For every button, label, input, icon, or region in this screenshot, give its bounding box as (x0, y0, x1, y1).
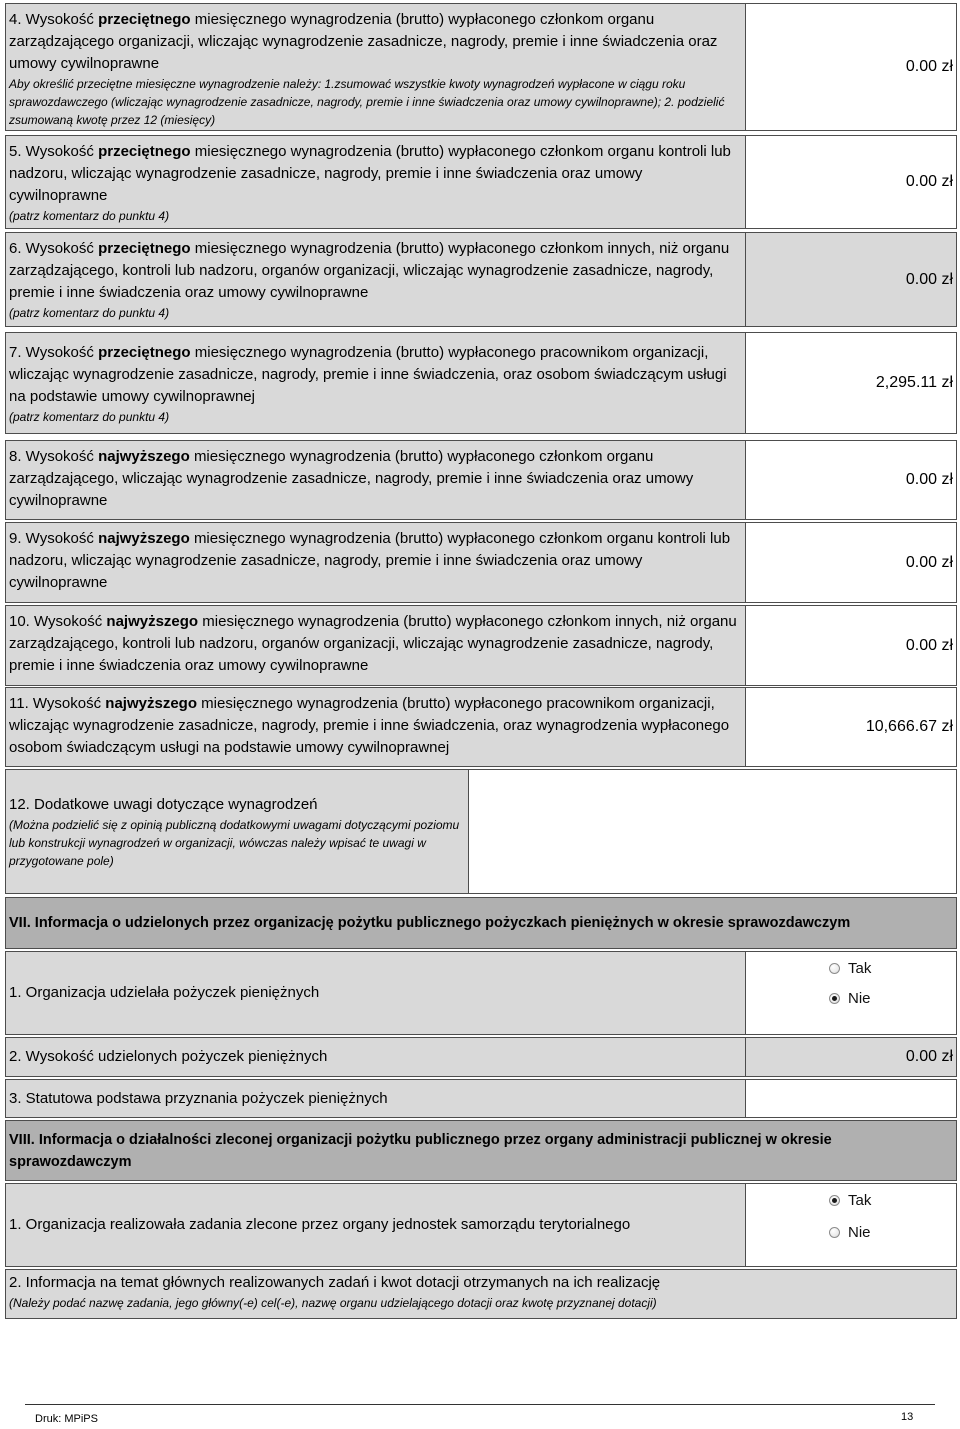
loans-granted-radio-group (745, 951, 957, 1035)
radio-button-icon[interactable] (829, 993, 840, 1004)
page-number: 13 (901, 1411, 914, 1423)
salary-row-8 (5, 440, 957, 520)
salary-row-text (9, 446, 741, 512)
item-description: miesięcznego wynagrodzenia (brutto) wypłaconego pracownikom organizacji, wliczając wynagrodzenie zasadnicze, nagrody, premie i inne świadczenia, oraz osobom świadczącym usługi na podstawie umowy cywilnoprawnej (9, 344, 727, 405)
loans-statutory-basis-label-cell (5, 1079, 746, 1118)
salary-row-10 (5, 605, 957, 686)
amount-field[interactable]: 0.00 zł (745, 3, 957, 131)
section-vii-header-cell (5, 897, 957, 949)
item-prefix: 9. Wysokość (9, 530, 94, 547)
amount-field[interactable]: 2,295.11 zł (745, 332, 957, 434)
loans-granted-label: 1. Organizacja udzielała pożyczek pieniężnych (9, 984, 320, 1001)
salary-row-label-cell (5, 332, 746, 434)
item-emphasis: najwyższego (105, 695, 197, 712)
radio-label[interactable]: Nie (848, 989, 871, 1007)
section-viii-title: VIII. Informacja o działalności zleconej organizacji pożytku publicznego przez organy administracji publicznej w okresie sprawozdawczym (9, 1131, 832, 1170)
item-prefix: 10. Wysokość (9, 613, 103, 630)
salary-row-9 (5, 522, 957, 603)
item-emphasis: przeciętnego (98, 11, 191, 28)
salary-row-label-cell (5, 605, 746, 686)
item-description: miesięcznego wynagrodzenia (brutto) wypłaconego członkom organu zarządzającego, wliczając wynagrodzenie zasadnicze, nagrody, premie i inne świadczenia oraz umowy cywilnoprawne (9, 448, 694, 509)
section-vii-title: VII. Informacja o udzielonych przez organizację pożytku publicznego pożyczkach pieniężnych w okresie sprawozdawczym (9, 915, 851, 931)
salary-row-text (9, 9, 741, 75)
salary-row-text (9, 141, 741, 207)
loans-granted-row (5, 951, 957, 1035)
amount-field[interactable]: 0.00 zł (745, 440, 957, 520)
amount-field[interactable]: 0.00 zł (745, 522, 957, 603)
radio-button-icon[interactable] (829, 1195, 840, 1206)
item-prefix: 6. Wysokość (9, 240, 94, 257)
item-note: Aby określić przeciętne miesięczne wynagrodzenie należy: 1.zsumować wszystkie kwoty wynagrodzeń wypłacone w ciągu roku sprawozdawczego (wliczając wynagrodzenie zasadnicze, nagrody, premie i inne świadczenia oraz umowy cywilnoprawne); 2. podzielić zsumowaną kwotę przez 12 (miesięcy) (9, 77, 725, 127)
commissioned-tasks-label: 1. Organizacja realizowała zadania zlecone przez organy jednostek samorządu terytorialnego (9, 1216, 631, 1233)
remarks-textarea[interactable] (468, 769, 957, 894)
salary-row-text (9, 693, 741, 759)
salary-row-6 (5, 232, 957, 327)
item-prefix: 11. Wysokość (9, 695, 102, 712)
remarks-row (5, 769, 957, 894)
item-prefix: 8. Wysokość (9, 448, 94, 465)
commissioned-tasks-radio-group (745, 1183, 957, 1267)
item-note: (patrz komentarz do punktu 4) (9, 209, 170, 223)
commissioned-tasks-row (5, 1183, 957, 1267)
item-note: (patrz komentarz do punktu 4) (9, 410, 170, 424)
section-vii-header (5, 897, 957, 949)
salary-row-5 (5, 135, 957, 229)
item-emphasis: przeciętnego (98, 344, 191, 361)
radio-button-icon[interactable] (829, 963, 840, 974)
section-viii-header (5, 1120, 957, 1181)
loans-amount-label-cell (5, 1037, 746, 1077)
loans-statutory-basis-field[interactable] (745, 1079, 957, 1118)
footer-print-label: Druk: MPiPS (35, 1413, 98, 1425)
loans-granted-label-cell (5, 951, 746, 1035)
item-prefix: 5. Wysokość (9, 143, 94, 160)
salary-row-4 (5, 3, 957, 131)
remarks-label: 12. Dodatkowe uwagi dotyczące wynagrodzeń (9, 795, 318, 813)
remarks-note: (Można podzielić się z opinią publiczną dodatkowymi uwagami dotyczącymi poziomu lub konstrukcji wynagrodzeń w organizacji, wówczas należy wpisać te uwagi w przygotowane pole) (9, 817, 460, 868)
radio-option-nie[interactable] (829, 990, 871, 1006)
section-viii-header-cell (5, 1120, 957, 1181)
loans-amount-field[interactable]: 0.00 zł (745, 1037, 957, 1077)
amount-field[interactable]: 0.00 zł (745, 135, 957, 229)
item-emphasis: przeciętnego (98, 143, 191, 160)
grants-info-row (5, 1269, 957, 1319)
item-note: (patrz komentarz do punktu 4) (9, 306, 170, 320)
salary-row-label-cell (5, 440, 746, 520)
grants-info-label: 2. Informacja na temat głównych realizowanych zadań i kwot dotacji otrzymanych na ich realizację (9, 1274, 661, 1291)
item-description: miesięcznego wynagrodzenia (brutto) wypłaconego członkom organu kontroli lub nadzoru, wliczając wynagrodzenie zasadnicze, nagrody, premie i inne świadczenia oraz umowy cywilnoprawne (9, 530, 731, 591)
salary-row-text (9, 528, 741, 594)
salary-row-11 (5, 687, 957, 767)
item-emphasis: najwyższego (106, 613, 199, 630)
salary-row-label-cell (5, 687, 746, 767)
radio-label[interactable]: Tak (848, 959, 872, 977)
radio-option-nie[interactable] (829, 1224, 871, 1240)
salary-row-label-cell (5, 135, 746, 229)
item-emphasis: przeciętnego (98, 240, 191, 257)
radio-button-icon[interactable] (829, 1227, 840, 1238)
salary-row-label-cell (5, 3, 746, 131)
item-prefix: 4. Wysokość (9, 11, 94, 28)
footer-divider (25, 1404, 935, 1405)
radio-option-tak[interactable] (829, 960, 871, 976)
salary-row-label-cell (5, 232, 746, 327)
item-description: miesięcznego wynagrodzenia (brutto) wypłaconego pracownikom organizacji, wliczając wynagrodzenie zasadnicze, nagrody, premie i inne świadczenia, oraz wynagrodzenia wypłaconego osobom świadczącym usługi na podstawie umowy cywilnoprawnej (9, 695, 730, 756)
salary-row-text (9, 238, 741, 304)
grants-info-note: (Należy podać nazwę zadania, jego główny(-e) cel(-e), nazwę organu udzielającego dotacji oraz kwotę przyznanej dotacji) (9, 1296, 657, 1310)
commissioned-tasks-label-cell (5, 1183, 746, 1267)
loans-statutory-basis-row (5, 1079, 957, 1118)
amount-field[interactable]: 0.00 zł (745, 605, 957, 686)
loans-statutory-basis-label: 3. Statutowa podstawa przyznania pożyczek pieniężnych (9, 1089, 388, 1107)
item-emphasis: najwyższego (98, 448, 190, 465)
salary-row-text (9, 611, 741, 677)
salary-row-text (9, 342, 741, 408)
item-prefix: 7. Wysokość (9, 344, 94, 361)
radio-label[interactable]: Tak (848, 1191, 872, 1209)
radio-option-tak[interactable] (829, 1192, 871, 1208)
loans-amount-label: 2. Wysokość udzielonych pożyczek pieniężnych (9, 1048, 328, 1065)
amount-field[interactable]: 0.00 zł (745, 232, 957, 327)
salary-row-7 (5, 332, 957, 434)
radio-label[interactable]: Nie (848, 1223, 871, 1241)
amount-field[interactable]: 10,666.67 zł (745, 687, 957, 767)
remarks-label-cell (5, 769, 469, 894)
salary-row-label-cell (5, 522, 746, 603)
loans-amount-row (5, 1037, 957, 1077)
item-emphasis: najwyższego (98, 530, 190, 547)
item-description: miesięcznego wynagrodzenia (brutto) wypłaconego członkom innych, niż organu zarządzającego, kontroli lub nadzoru, organów organizacji, wliczając wynagrodzenie zasadnicze, nagrody, premie i inne świadczenia oraz umowy cywilnoprawne (9, 240, 730, 301)
item-description: miesięcznego wynagrodzenia (brutto) wypłaconego członkom organu kontroli lub nadzoru, wliczając wynagrodzenie zasadnicze, nagrody, premie i inne świadczenia oraz umowy cywilnoprawne (9, 143, 731, 204)
grants-info-cell (5, 1269, 957, 1319)
item-description: miesięcznego wynagrodzenia (brutto) wypłaconego członkom innych, niż organu zarządzającego, kontroli lub nadzoru, organów organizacji, wliczając wynagrodzenie zasadnicze, nagrody, premie i inne świadczenia oraz umowy cywilnoprawne (9, 613, 737, 674)
item-description: miesięcznego wynagrodzenia (brutto) wypłaconego członkom organu zarządzającego organizacji, wliczając wynagrodzenie zasadnicze, nagrody, premie i inne świadczenia oraz umowy cywilnoprawne (9, 11, 718, 72)
